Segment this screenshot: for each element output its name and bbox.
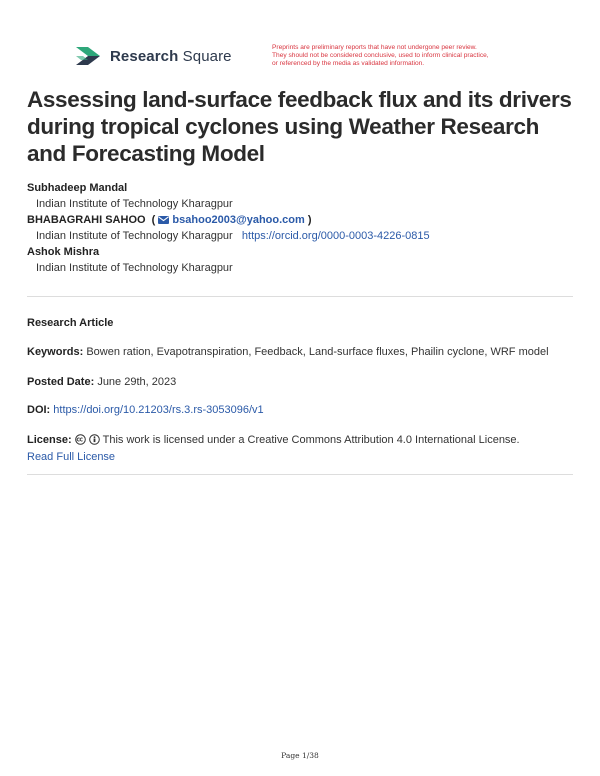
doi-label: DOI: [27,404,51,416]
article-type-label: Research Article [27,317,114,329]
logo-text [110,48,232,65]
research-square-logo-icon [74,45,102,67]
notice-line: or referenced by the media as validated information. [272,60,425,68]
posted-date-value: June 29th, 2023 [97,376,177,388]
email-paren: ( [148,214,156,226]
paper-title: Assessing land-surface feedback flux and its drivers during tropical cyclones using Weather Research and Forecasting Model [27,87,572,166]
keywords-value: Bowen ration, Evapotranspiration, Feedback, Land-surface fluxes, Phailin cyclone, WRF model [86,346,549,358]
logo-word-square: Square [182,47,232,65]
notice-line: They should not be considered conclusive, used to inform clinical practice, [272,52,489,60]
license-row [27,434,520,446]
author-name: Subhadeep Mandal [27,182,128,194]
logo-word-research: Research [110,47,179,65]
author-email: bsahoo2003@yahoo.com [172,214,305,226]
author-list [27,181,587,280]
article-type [27,317,113,329]
author-affiliation: Indian Institute of Technology Kharagpur [36,198,233,210]
preprint-notice [272,44,534,69]
divider [27,296,573,297]
cc-icon [75,434,86,445]
read-full-license-link[interactable]: Read Full License [27,451,116,463]
author-name-with-email [27,213,587,229]
email-icon [158,216,169,224]
license-label: License: [27,434,72,446]
keywords-row [27,346,549,358]
orcid-link[interactable]: https://orcid.org/0000-0003-4226-0815 [241,230,430,242]
license-text: This work is licensed under a Creative Commons Attribution 4.0 International License. [102,434,520,446]
author-name: BHABAGRAHI SAHOO [27,214,146,226]
divider [27,474,573,475]
research-square-logo[interactable] [74,45,232,67]
posted-date-label: Posted Date: [27,376,95,388]
doi-row [27,404,264,416]
author-name: Ashok Mishra [27,246,100,258]
posted-date-row [27,376,176,388]
notice-line: Preprints are preliminary reports that have not undergone peer review. [272,44,477,51]
email-paren: ) [307,214,312,226]
by-icon [89,434,100,445]
author-affiliation: Indian Institute of Technology Kharagpur [36,230,233,242]
read-license-row [27,451,115,463]
author-affiliation: Indian Institute of Technology Kharagpur [36,262,233,274]
page-number: Page 1/38 [281,751,319,760]
doi-link[interactable]: https://doi.org/10.21203/rs.3.rs-3053096/v1 [53,404,264,416]
keywords-label: Keywords: [27,346,84,358]
author-email-link[interactable] [158,214,304,226]
